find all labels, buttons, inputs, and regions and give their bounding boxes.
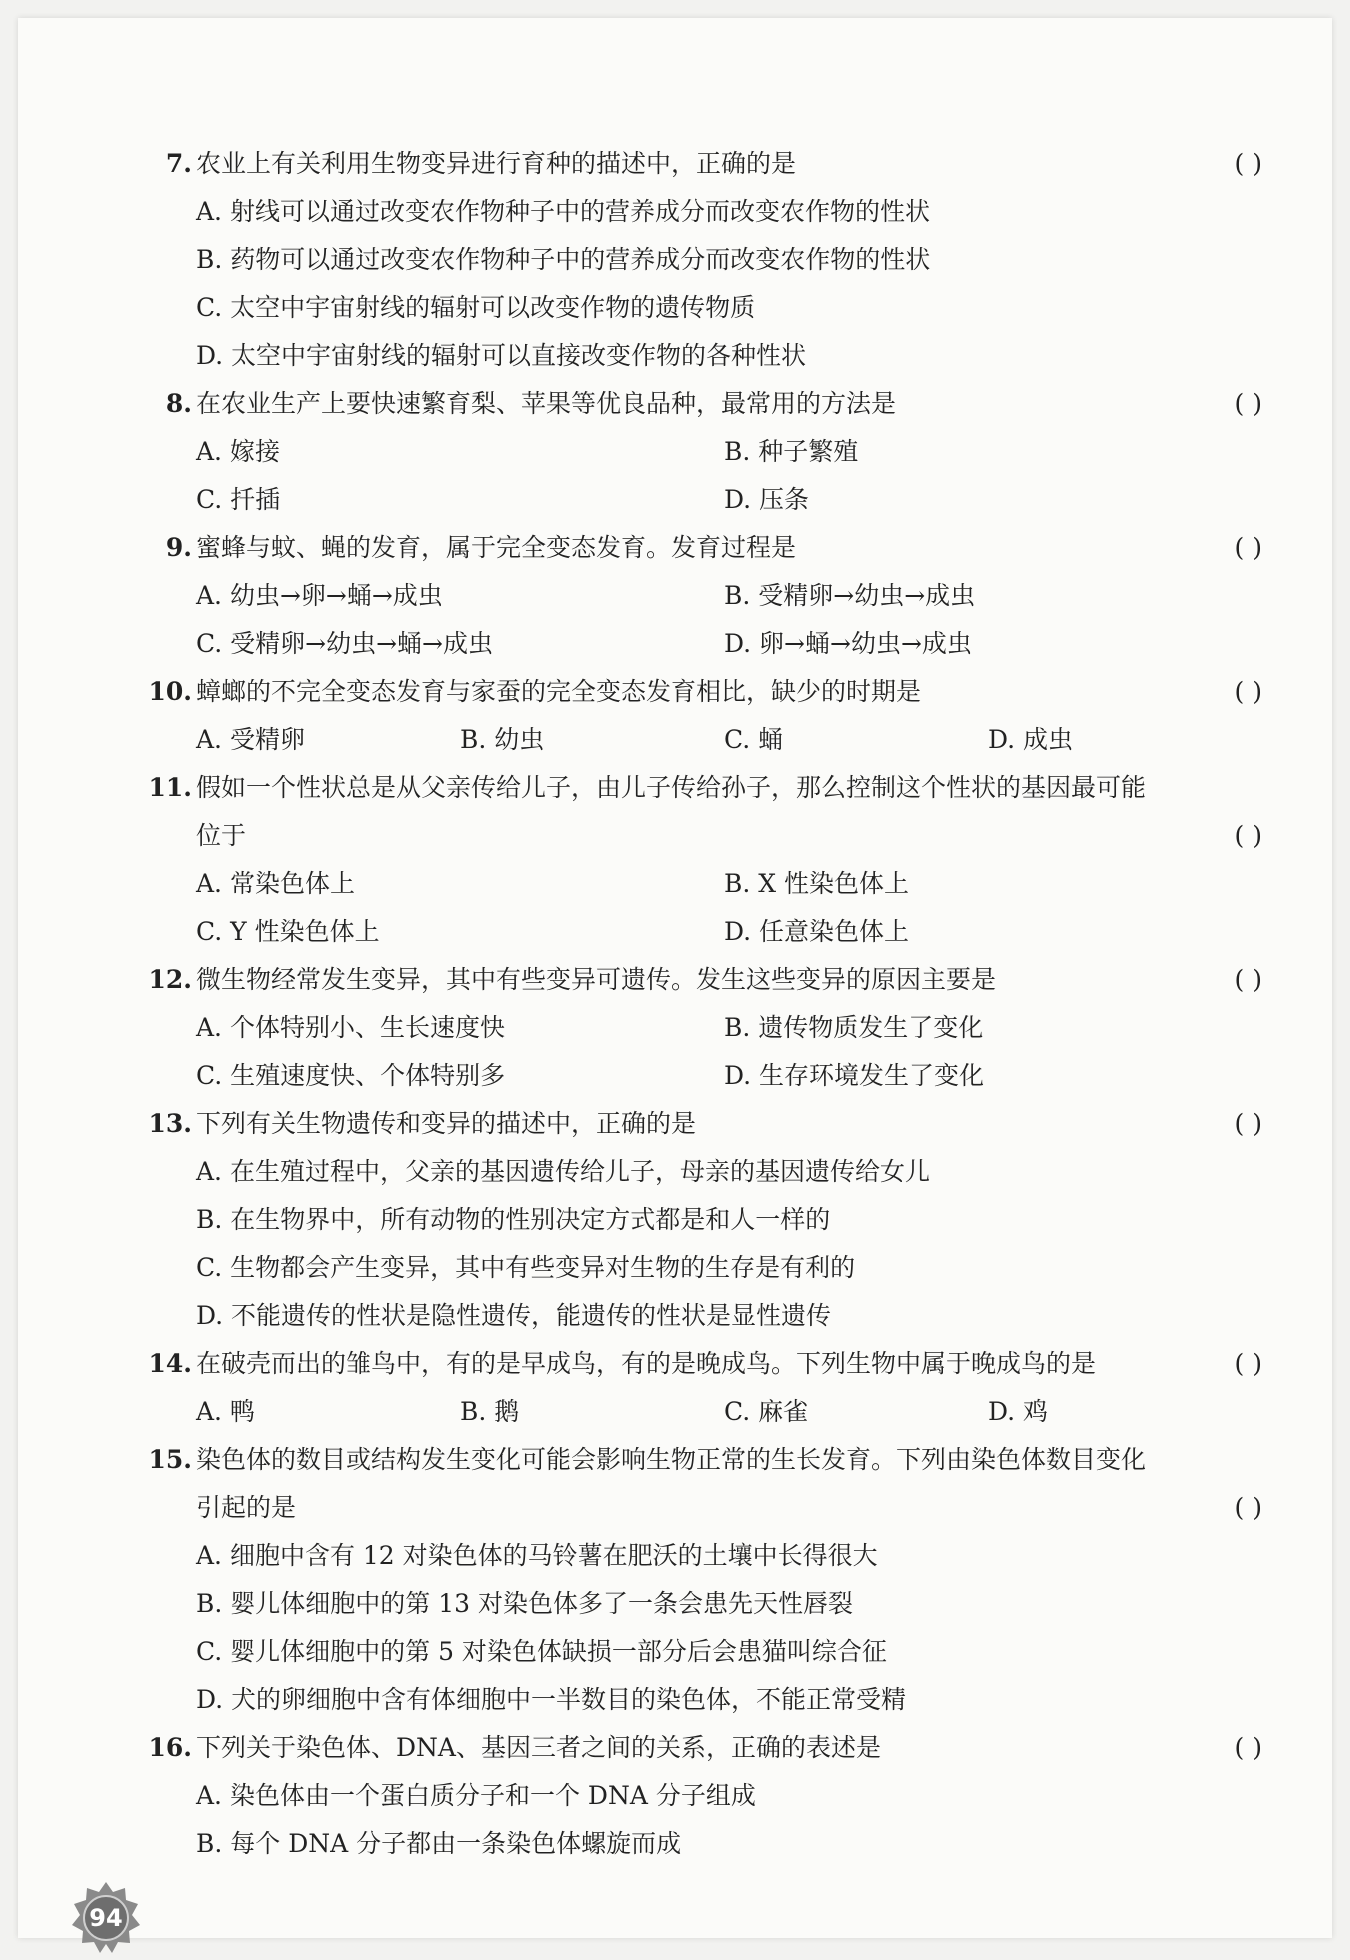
answer-bracket: ( ) — [1234, 149, 1262, 178]
option-c: C. 蛹 — [724, 725, 784, 754]
option-c: C. 婴儿体细胞中的第 5 对染色体缺损一部分后会患猫叫综合征 — [196, 1637, 887, 1666]
question-11 — [144, 764, 1272, 956]
option-b: B. 鹅 — [460, 1397, 520, 1426]
option-a: A. 个体特别小、生长速度快 — [196, 1013, 505, 1042]
option-c: C. 扦插 — [196, 485, 281, 514]
option-c: C. 受精卵→幼虫→蛹→成虫 — [196, 629, 493, 658]
question-number: 10. — [148, 677, 192, 706]
answer-bracket: ( ) — [1234, 533, 1262, 562]
page — [18, 18, 1332, 1938]
answer-bracket: ( ) — [1234, 821, 1262, 850]
option-b: B. 婴儿体细胞中的第 13 对染色体多了一条会患先天性唇裂 — [196, 1589, 853, 1618]
question-number: 16. — [148, 1733, 192, 1762]
question-number: 12. — [148, 965, 192, 994]
option-b: B. 种子繁殖 — [724, 437, 859, 466]
question-stem: 蟑螂的不完全变态发育与家蚕的完全变态发育相比，缺少的时期是 — [196, 677, 922, 706]
option-b: B. 在生物界中，所有动物的性别决定方式都是和人一样的 — [196, 1205, 831, 1234]
option-c: C. Y 性染色体上 — [196, 917, 380, 946]
question-stem: 在农业生产上要快速繁育梨、苹果等优良品种，最常用的方法是 — [196, 389, 897, 418]
answer-bracket: ( ) — [1234, 965, 1262, 994]
question-stem: 下列有关生物遗传和变异的描述中，正确的是 — [196, 1109, 697, 1138]
option-d: D. 成虫 — [988, 725, 1074, 754]
option-c: C. 生物都会产生变异，其中有些变异对生物的生存是有利的 — [196, 1253, 856, 1282]
question-13 — [144, 1100, 1272, 1340]
option-b: B. 幼虫 — [460, 725, 545, 754]
question-14 — [144, 1340, 1272, 1436]
question-stem: 假如一个性状总是从父亲传给儿子，由儿子传给孙子，那么控制这个性状的基因最可能 — [196, 773, 1147, 802]
option-a: A. 细胞中含有 12 对染色体的马铃薯在肥沃的土壤中长得很大 — [196, 1541, 878, 1570]
question-stem-continued: 引起的是 — [196, 1493, 297, 1522]
answer-bracket: ( ) — [1234, 677, 1262, 706]
question-stem: 微生物经常发生变异，其中有些变异可遗传。发生这些变异的原因主要是 — [196, 965, 997, 994]
answer-bracket: ( ) — [1234, 1733, 1262, 1762]
question-12 — [144, 956, 1272, 1100]
option-d: D. 鸡 — [988, 1397, 1049, 1426]
page-number: 94 — [89, 1904, 123, 1932]
question-stem: 农业上有关利用生物变异进行育种的描述中，正确的是 — [196, 149, 797, 178]
question-number: 7. — [165, 149, 192, 178]
option-d: D. 压条 — [724, 485, 810, 514]
option-a: A. 受精卵 — [196, 725, 305, 754]
question-15 — [144, 1436, 1272, 1724]
option-b: B. X 性染色体上 — [724, 869, 910, 898]
option-b: B. 每个 DNA 分子都由一条染色体螺旋而成 — [196, 1829, 682, 1858]
question-number: 13. — [148, 1109, 192, 1138]
option-b: B. 遗传物质发生了变化 — [724, 1013, 984, 1042]
option-d: D. 卵→蛹→幼虫→成虫 — [724, 629, 972, 658]
question-number: 15. — [148, 1445, 192, 1474]
question-number: 11. — [148, 773, 192, 802]
question-stem: 染色体的数目或结构发生变化可能会影响生物正常的生长发育。下列由染色体数目变化 — [196, 1445, 1147, 1474]
option-a: A. 在生殖过程中，父亲的基因遗传给儿子，母亲的基因遗传给女儿 — [196, 1157, 930, 1186]
option-a: A. 染色体由一个蛋白质分子和一个 DNA 分子组成 — [196, 1781, 756, 1810]
option-d: D. 任意染色体上 — [724, 917, 910, 946]
question-9 — [144, 524, 1272, 668]
page-number-badge — [68, 1880, 144, 1956]
question-16 — [144, 1724, 1272, 1868]
question-number: 9. — [165, 533, 192, 562]
answer-bracket: ( ) — [1234, 1349, 1262, 1378]
question-number: 14. — [148, 1349, 192, 1378]
option-a: A. 射线可以通过改变农作物种子中的营养成分而改变农作物的性状 — [196, 197, 930, 226]
option-d: D. 不能遗传的性状是隐性遗传，能遗传的性状是显性遗传 — [196, 1301, 832, 1330]
option-d: D. 犬的卵细胞中含有体细胞中一半数目的染色体，不能正常受精 — [196, 1685, 907, 1714]
question-10 — [144, 668, 1272, 764]
question-number: 8. — [165, 389, 192, 418]
option-a: A. 嫁接 — [196, 437, 280, 466]
question-stem: 下列关于染色体、DNA、基因三者之间的关系，正确的表述是 — [196, 1733, 881, 1762]
option-c: C. 生殖速度快、个体特别多 — [196, 1061, 506, 1090]
option-a: A. 鸭 — [196, 1397, 255, 1426]
answer-bracket: ( ) — [1234, 389, 1262, 418]
question-stem: 在破壳而出的雏鸟中，有的是早成鸟，有的是晚成鸟。下列生物中属于晚成鸟的是 — [196, 1349, 1097, 1378]
option-c: C. 太空中宇宙射线的辐射可以改变作物的遗传物质 — [196, 293, 756, 322]
answer-bracket: ( ) — [1234, 1109, 1262, 1138]
question-7 — [144, 140, 1272, 380]
option-a: A. 常染色体上 — [196, 869, 355, 898]
option-a: A. 幼虫→卵→蛹→成虫 — [196, 581, 443, 610]
question-stem: 蜜蜂与蚊、蝇的发育，属于完全变态发育。发育过程是 — [196, 533, 797, 562]
option-b: B. 受精卵→幼虫→成虫 — [724, 581, 976, 610]
question-list — [144, 140, 1272, 1868]
question-stem-continued: 位于 — [196, 821, 247, 850]
answer-bracket: ( ) — [1234, 1493, 1262, 1522]
option-b: B. 药物可以通过改变农作物种子中的营养成分而改变农作物的性状 — [196, 245, 931, 274]
option-d: D. 太空中宇宙射线的辐射可以直接改变作物的各种性状 — [196, 341, 807, 370]
option-c: C. 麻雀 — [724, 1397, 809, 1426]
option-d: D. 生存环境发生了变化 — [724, 1061, 985, 1090]
question-8 — [144, 380, 1272, 524]
